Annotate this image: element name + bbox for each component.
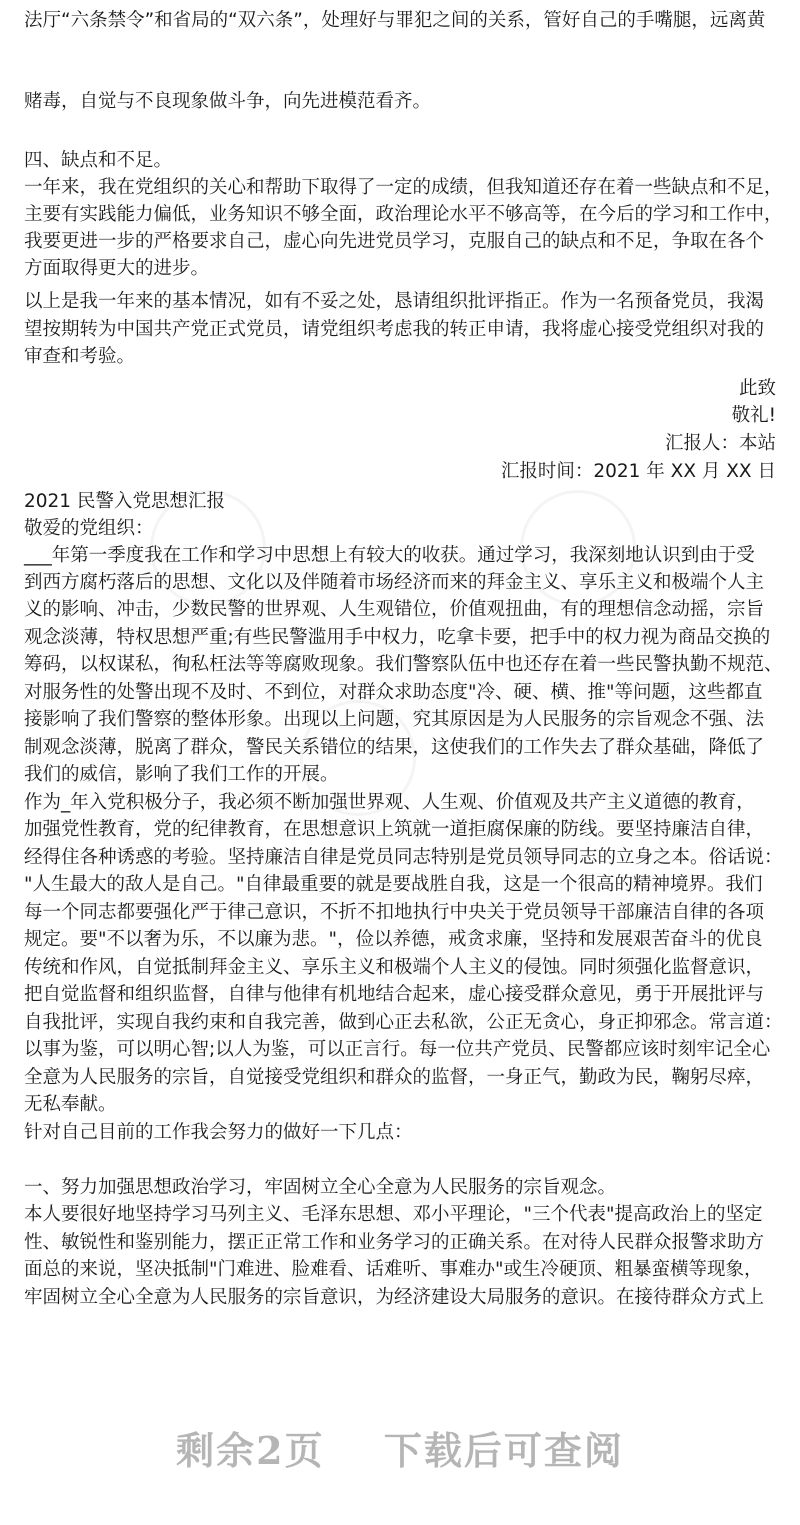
text-line: 本人要很好地坚持学习马列主义、毛泽东思想、邓小平理论，"三个代表"提高政治上的坚定 <box>24 1204 763 1225</box>
text-line: ___年第一季度我在工作和学习中思想上有较大的收获。通过学习，我深刻地认识到由于受 <box>24 545 755 566</box>
text-line: 作为_年入党积极分子，我必须不断加强世界观、人生观、价值观及共产主义道德的教育， <box>24 792 755 813</box>
text-line: 每一个同志都要强化严于律己意识，不折不扣地执行中央关于党员领导干部廉洁自律的各项 <box>24 902 765 923</box>
text-line: 自我批评，实现自我约束和自我完善，做到心正去私欲，公正无贪心，身正抑邪念。常言道： <box>24 1012 783 1033</box>
salutation: 敬爱的党组织： <box>24 518 154 539</box>
section-heading: 四、缺点和不足。 <box>24 150 173 171</box>
text-line: 赌毒，自觉与不良现象做斗争，向先进模范看齐。 <box>24 91 432 112</box>
text-line: 全意为人民服务的宗旨，自觉接受党组织和群众的监督，一身正气，勤政为民，鞠躬尽瘁， <box>24 1067 765 1088</box>
text-line: 接影响了我们警察的整体形象。出现以上问题，究其原因是为人民服务的宗旨观念不强、法 <box>24 709 765 730</box>
download-banner[interactable] <box>0 1420 800 1480</box>
text-line: 性、敏锐性和鉴别能力，摆正正常工作和业务学习的正确关系。在对待人民群众报警求助方 <box>24 1232 765 1253</box>
text-line: 以事为鉴，可以明心智;以人为鉴，可以正言行。每一位共产党员、民警都应该时刻牢记全心 <box>24 1039 771 1060</box>
text-line: 方面取得更大的进步。 <box>24 258 210 279</box>
text-line: 我们的威信，影响了我们工作的开展。 <box>24 764 339 785</box>
text-line: 面总的来说，坚决抵制"门难进、脸难看、话难听、事难办"或生冷硬顶、粗暴蛮横等现象， <box>24 1259 763 1280</box>
text-line: 义的影响、冲击，少数民警的世界观、人生观错位，价值观扭曲，有的理想信念动摇，宗旨 <box>24 599 765 620</box>
text-line: 对服务性的处警出现不及时、不到位，对群众求助态度"冷、硬、横、推"等问题，这些都直 <box>24 682 763 703</box>
closing-cizhi: 此致 <box>738 378 776 399</box>
text-line: 制观念淡薄，脱离了群众，警民关系错位的结果，这使我们的工作失去了群众基础，降低了 <box>24 737 765 758</box>
text-line: 针对自己目前的工作我会努力的做好一下几点： <box>24 1122 413 1143</box>
text-line: 法厅“六条禁令”和省局的“双六条”，处理好与罪犯之间的关系，管好自己的手嘴腿，远离黄 <box>24 10 766 31</box>
text-line: 经得住各种诱惑的考验。坚持廉洁自律是党员同志特别是党员领导同志的立身之本。俗话说： <box>24 847 783 868</box>
text-line: 规定。要"不以奢为乐，不以廉为悲。"，俭以养德，戒贪求廉，坚持和发展艰苦奋斗的优良 <box>24 929 763 950</box>
text-line: 我要更进一步的严格要求自己，虚心向先进党员学习，克服自己的缺点和不足，争取在各个 <box>24 231 765 252</box>
report-date: 汇报时间：2021 年 XX 月 XX 日 <box>500 461 776 482</box>
text-line: 传统和作风，自觉抵制拜金主义、享乐主义和极端个人主义的侵蚀。同时须强化监督意识， <box>24 957 765 978</box>
text-line: 把自觉监督和组织监督，自律与他律有机地结合起来，虚心接受群众意见，勇于开展批评与 <box>24 984 765 1005</box>
text-line: 主要有实践能力偏低，业务知识不够全面，政治理论水平不够高等，在今后的学习和工作中， <box>24 204 783 225</box>
text-line: 以上是我一年来的基本情况，如有不妥之处，恳请组织批评指正。作为一名预备党员，我渴 <box>24 291 765 312</box>
report-title: 2021 民警入党思想汇报 <box>24 491 225 512</box>
reporter: 汇报人：本站 <box>664 433 776 454</box>
text-line: 加强党性教育，党的纪律教育，在思想意识上筑就一道拒腐保廉的防线。要坚持廉洁自律， <box>24 819 765 840</box>
text-line: 到西方腐朽落后的思想、文化以及伴随着市场经济而来的拜金主义、享乐主义和极端个人主 <box>24 572 765 593</box>
text-line: 无私奉献。 <box>24 1094 117 1115</box>
text-line: "人生最大的敌人是自己。"自律最重要的就是要战胜自我，这是一个很高的精神境界。我们 <box>24 874 763 895</box>
text-line: 一、努力加强思想政治学习，牢固树立全心全意为人民服务的宗旨观念。 <box>24 1177 617 1198</box>
text-line: 一年来，我在党组织的关心和帮助下取得了一定的成绩，但我知道还存在着一些缺点和不足， <box>24 177 783 198</box>
text-line: 望按期转为中国共产党正式党员，请党组织考虑我的转正申请，我将虚心接受党组织对我的 <box>24 319 765 340</box>
text-line: 筹码，以权谋私，徇私枉法等等腐败现象。我们警察队伍中也还存在着一些民警执勤不规范、 <box>24 654 783 675</box>
text-line: 观念淡薄，特权思想严重;有些民警滥用手中权力，吃拿卡要，把手中的权力视为商品交换的 <box>24 627 771 648</box>
download-to-view-label[interactable]: 下载后可查阅 <box>383 1428 624 1473</box>
closing-jingli: 敬礼! <box>731 405 776 426</box>
remaining-pages-label: 剩余2页 <box>176 1428 325 1473</box>
text-line: 审查和考验。 <box>24 346 136 367</box>
text-line: 牢固树立全心全意为人民服务的宗旨意识，为经济建设大局服务的意识。在接待群众方式上 <box>24 1287 765 1308</box>
